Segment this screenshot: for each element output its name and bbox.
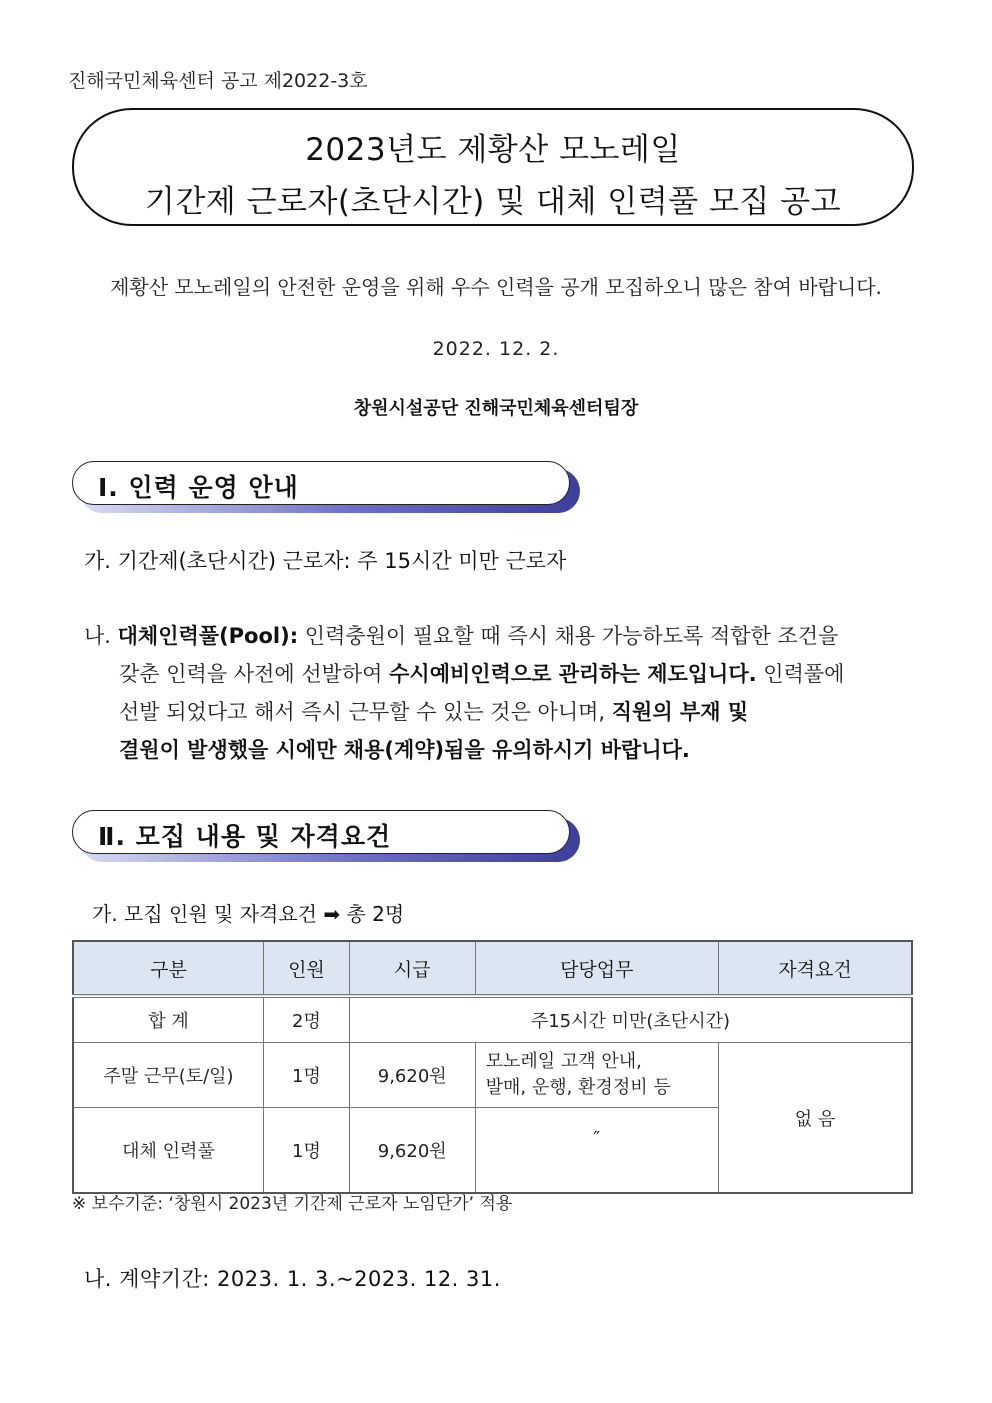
row-count: 1명: [264, 1043, 350, 1108]
item-b-text-3: 선발 되었다고 해서 즉시 근무할 수 있는 것은 아니며,: [119, 700, 612, 724]
row-duty: [475, 1043, 718, 1108]
item-b-line-3: [84, 693, 914, 731]
header-count: 인원: [264, 941, 350, 996]
title-line-2: 기간제 근로자(초단시간) 및 대체 인력풀 모집 공고: [144, 184, 842, 220]
contract-period: 나. 계약기간: 2023. 1. 3.~2023. 12. 31.: [84, 1267, 501, 1291]
item-b-prefix: 나.: [84, 624, 118, 648]
intro-text: 제황산 모노레일의 안전한 운영을 위해 우수 인력을 공개 모집하오니 많은 참여 바랍니다.: [110, 275, 882, 299]
notice-date: 2022. 12. 2.: [432, 338, 560, 360]
notice-number: 진해국민체육센터 공고 제2022-3호: [68, 70, 368, 92]
section-title-2: Ⅱ. 모집 내용 및 자격요건: [98, 822, 392, 851]
row-duty-ditto: ″: [475, 1108, 718, 1194]
table-heading: 가. 모집 인원 및 자격요건 ➡ 총 2명: [92, 902, 405, 926]
row-wage: 9,620원: [349, 1043, 475, 1108]
item-b: [84, 617, 914, 769]
total-note: 주15시간 미만(초단시간): [349, 996, 912, 1043]
header-category: 구분: [73, 941, 264, 996]
item-b-text-2b: 인력풀에: [756, 662, 845, 686]
section-title-1: Ⅰ. 인력 운영 안내: [98, 473, 299, 502]
title-box: [72, 108, 914, 226]
item-b-line-4: 결원이 발생했을 시에만 채용(계약)됨을 유의하시기 바랍니다.: [119, 738, 690, 762]
title-line-1: 2023년도 제황산 모노레일: [305, 132, 681, 168]
header-wage: 시급: [349, 941, 475, 996]
header-qualification: 자격요건: [718, 941, 912, 996]
item-b-text-1: 인력충원이 필요할 때 즉시 채용 가능하도록 적합한 조건을: [298, 624, 839, 648]
section-header-2: [72, 810, 580, 862]
issuer: 창원시설공단 진해국민체육센터팀장: [353, 398, 639, 419]
row-wage: 9,620원: [349, 1108, 475, 1194]
qualification-cell: 없 음: [718, 1043, 912, 1194]
item-b-bold-2: 수시예비인력으로 관리하는 제도입니다.: [389, 662, 757, 686]
item-b-term: 대체인력풀(Pool):: [117, 624, 299, 648]
row-category: 주말 근무(토/일): [73, 1043, 264, 1108]
row-count: 1명: [264, 1108, 350, 1194]
item-a: 가. 기간제(초단시간) 근로자: 주 15시간 미만 근로자: [84, 549, 567, 573]
table-row-total: [73, 996, 912, 1043]
total-label: 합 계: [73, 996, 264, 1043]
row-duty-line-2: 발매, 운행, 환경정비 등: [485, 1077, 671, 1098]
recruitment-table: [72, 940, 913, 1194]
table-header-row: [73, 941, 912, 996]
total-count: 2명: [264, 996, 350, 1043]
item-b-text-2: 갖춘 인력을 사전에 선발하여: [119, 662, 390, 686]
item-b-line-2: [84, 655, 914, 693]
row-duty-line-1: 모노레일 고객 안내,: [485, 1051, 642, 1072]
table-row: [73, 1043, 912, 1108]
item-b-bold-3: 직원의 부재 및: [611, 700, 749, 724]
section-header-1: [72, 461, 580, 513]
item-b-line-1: [84, 617, 914, 655]
header-duty: 담당업무: [475, 941, 718, 996]
row-category: 대체 인력풀: [73, 1108, 264, 1194]
wage-footnote: ※ 보수기준: ‘창원시 2023년 기간제 근로자 노임단가’ 적용: [72, 1194, 513, 1214]
